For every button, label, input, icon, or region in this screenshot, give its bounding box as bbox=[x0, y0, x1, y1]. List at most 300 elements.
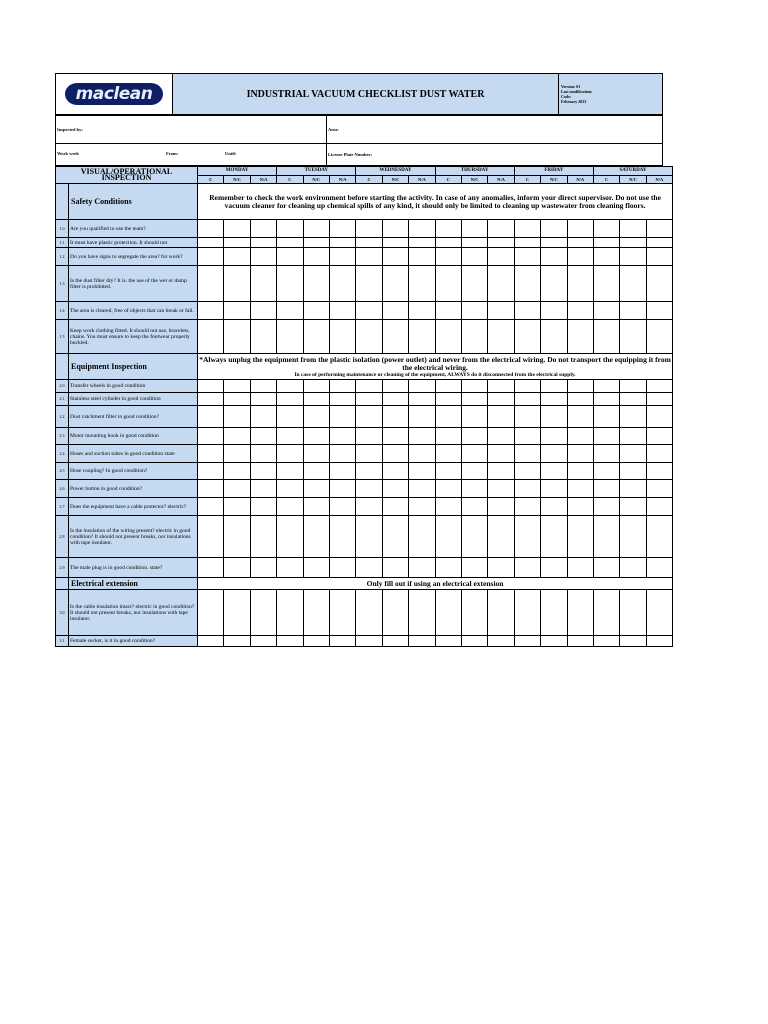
check-cell[interactable] bbox=[435, 480, 461, 498]
check-cell[interactable] bbox=[593, 445, 619, 463]
check-cell[interactable] bbox=[250, 248, 276, 266]
check-cell[interactable] bbox=[382, 463, 408, 480]
license-plate-field[interactable]: License Plate Number: bbox=[327, 144, 663, 166]
check-cell[interactable] bbox=[277, 380, 303, 393]
check-cell[interactable] bbox=[224, 406, 250, 428]
check-cell[interactable] bbox=[224, 393, 250, 406]
check-cell[interactable] bbox=[329, 266, 355, 302]
check-cell[interactable] bbox=[541, 302, 567, 320]
check-cell[interactable] bbox=[277, 480, 303, 498]
check-cell[interactable] bbox=[250, 463, 276, 480]
check-cell[interactable] bbox=[303, 393, 329, 406]
inspected-by-field[interactable]: Inspected by: bbox=[56, 116, 327, 144]
check-cell[interactable] bbox=[488, 220, 514, 238]
check-cell[interactable] bbox=[620, 406, 646, 428]
check-cell[interactable] bbox=[567, 463, 593, 480]
check-cell[interactable] bbox=[620, 445, 646, 463]
check-cell[interactable] bbox=[646, 406, 672, 428]
check-cell[interactable] bbox=[541, 428, 567, 445]
check-cell[interactable] bbox=[329, 516, 355, 558]
check-cell[interactable] bbox=[224, 445, 250, 463]
check-cell[interactable] bbox=[250, 445, 276, 463]
check-cell[interactable] bbox=[382, 445, 408, 463]
check-cell[interactable] bbox=[488, 636, 514, 647]
check-cell[interactable] bbox=[224, 636, 250, 647]
check-cell[interactable] bbox=[303, 558, 329, 578]
check-cell[interactable] bbox=[356, 636, 382, 647]
check-cell[interactable] bbox=[329, 220, 355, 238]
check-cell[interactable] bbox=[488, 516, 514, 558]
check-cell[interactable] bbox=[303, 320, 329, 354]
check-cell[interactable] bbox=[567, 302, 593, 320]
check-cell[interactable] bbox=[198, 428, 224, 445]
check-cell[interactable] bbox=[620, 636, 646, 647]
check-cell[interactable] bbox=[620, 302, 646, 320]
check-cell[interactable] bbox=[250, 238, 276, 248]
check-cell[interactable] bbox=[224, 428, 250, 445]
check-cell[interactable] bbox=[435, 406, 461, 428]
check-cell[interactable] bbox=[303, 220, 329, 238]
check-cell[interactable] bbox=[461, 266, 487, 302]
check-cell[interactable] bbox=[382, 393, 408, 406]
check-cell[interactable] bbox=[488, 393, 514, 406]
check-cell[interactable] bbox=[593, 558, 619, 578]
check-cell[interactable] bbox=[620, 238, 646, 248]
check-cell[interactable] bbox=[198, 248, 224, 266]
check-cell[interactable] bbox=[224, 480, 250, 498]
check-cell[interactable] bbox=[198, 445, 224, 463]
check-cell[interactable] bbox=[329, 406, 355, 428]
check-cell[interactable] bbox=[435, 238, 461, 248]
check-cell[interactable] bbox=[224, 220, 250, 238]
check-cell[interactable] bbox=[488, 320, 514, 354]
check-cell[interactable] bbox=[593, 320, 619, 354]
check-cell[interactable] bbox=[250, 590, 276, 636]
check-cell[interactable] bbox=[250, 302, 276, 320]
check-cell[interactable] bbox=[198, 302, 224, 320]
check-cell[interactable] bbox=[382, 380, 408, 393]
check-cell[interactable] bbox=[409, 320, 435, 354]
check-cell[interactable] bbox=[382, 302, 408, 320]
check-cell[interactable] bbox=[514, 320, 540, 354]
check-cell[interactable] bbox=[461, 302, 487, 320]
check-cell[interactable] bbox=[541, 516, 567, 558]
check-cell[interactable] bbox=[567, 516, 593, 558]
check-cell[interactable] bbox=[435, 248, 461, 266]
check-cell[interactable] bbox=[593, 266, 619, 302]
check-cell[interactable] bbox=[646, 463, 672, 480]
check-cell[interactable] bbox=[435, 516, 461, 558]
check-cell[interactable] bbox=[250, 516, 276, 558]
check-cell[interactable] bbox=[541, 320, 567, 354]
check-cell[interactable] bbox=[277, 590, 303, 636]
check-cell[interactable] bbox=[277, 320, 303, 354]
check-cell[interactable] bbox=[435, 320, 461, 354]
check-cell[interactable] bbox=[567, 220, 593, 238]
check-cell[interactable] bbox=[488, 463, 514, 480]
check-cell[interactable] bbox=[461, 445, 487, 463]
check-cell[interactable] bbox=[409, 480, 435, 498]
check-cell[interactable] bbox=[198, 220, 224, 238]
check-cell[interactable] bbox=[514, 406, 540, 428]
check-cell[interactable] bbox=[646, 248, 672, 266]
check-cell[interactable] bbox=[461, 463, 487, 480]
check-cell[interactable] bbox=[224, 238, 250, 248]
check-cell[interactable] bbox=[541, 220, 567, 238]
check-cell[interactable] bbox=[646, 393, 672, 406]
check-cell[interactable] bbox=[409, 238, 435, 248]
check-cell[interactable] bbox=[646, 480, 672, 498]
check-cell[interactable] bbox=[329, 320, 355, 354]
check-cell[interactable] bbox=[514, 248, 540, 266]
check-cell[interactable] bbox=[646, 636, 672, 647]
check-cell[interactable] bbox=[198, 320, 224, 354]
check-cell[interactable] bbox=[303, 406, 329, 428]
check-cell[interactable] bbox=[409, 498, 435, 516]
check-cell[interactable] bbox=[435, 463, 461, 480]
check-cell[interactable] bbox=[435, 636, 461, 647]
check-cell[interactable] bbox=[356, 302, 382, 320]
check-cell[interactable] bbox=[277, 558, 303, 578]
check-cell[interactable] bbox=[435, 498, 461, 516]
check-cell[interactable] bbox=[277, 266, 303, 302]
check-cell[interactable] bbox=[514, 498, 540, 516]
check-cell[interactable] bbox=[409, 516, 435, 558]
check-cell[interactable] bbox=[409, 248, 435, 266]
check-cell[interactable] bbox=[409, 558, 435, 578]
check-cell[interactable] bbox=[514, 302, 540, 320]
check-cell[interactable] bbox=[224, 590, 250, 636]
check-cell[interactable] bbox=[567, 428, 593, 445]
check-cell[interactable] bbox=[593, 406, 619, 428]
work-week-field[interactable]: Work week bbox=[57, 151, 79, 156]
check-cell[interactable] bbox=[329, 480, 355, 498]
check-cell[interactable] bbox=[303, 445, 329, 463]
check-cell[interactable] bbox=[435, 590, 461, 636]
check-cell[interactable] bbox=[409, 428, 435, 445]
check-cell[interactable] bbox=[198, 558, 224, 578]
check-cell[interactable] bbox=[620, 248, 646, 266]
check-cell[interactable] bbox=[593, 428, 619, 445]
check-cell[interactable] bbox=[277, 302, 303, 320]
check-cell[interactable] bbox=[409, 266, 435, 302]
check-cell[interactable] bbox=[329, 428, 355, 445]
check-cell[interactable] bbox=[646, 498, 672, 516]
check-cell[interactable] bbox=[198, 636, 224, 647]
check-cell[interactable] bbox=[356, 516, 382, 558]
check-cell[interactable] bbox=[593, 590, 619, 636]
check-cell[interactable] bbox=[250, 380, 276, 393]
check-cell[interactable] bbox=[461, 393, 487, 406]
check-cell[interactable] bbox=[593, 636, 619, 647]
check-cell[interactable] bbox=[646, 445, 672, 463]
check-cell[interactable] bbox=[593, 516, 619, 558]
check-cell[interactable] bbox=[277, 463, 303, 480]
check-cell[interactable] bbox=[382, 558, 408, 578]
check-cell[interactable] bbox=[567, 590, 593, 636]
check-cell[interactable] bbox=[514, 380, 540, 393]
check-cell[interactable] bbox=[198, 590, 224, 636]
check-cell[interactable] bbox=[224, 302, 250, 320]
check-cell[interactable] bbox=[250, 480, 276, 498]
check-cell[interactable] bbox=[567, 238, 593, 248]
check-cell[interactable] bbox=[224, 558, 250, 578]
check-cell[interactable] bbox=[488, 380, 514, 393]
check-cell[interactable] bbox=[382, 480, 408, 498]
check-cell[interactable] bbox=[435, 302, 461, 320]
check-cell[interactable] bbox=[250, 406, 276, 428]
check-cell[interactable] bbox=[461, 238, 487, 248]
check-cell[interactable] bbox=[277, 393, 303, 406]
check-cell[interactable] bbox=[356, 445, 382, 463]
check-cell[interactable] bbox=[620, 463, 646, 480]
check-cell[interactable] bbox=[329, 393, 355, 406]
check-cell[interactable] bbox=[382, 248, 408, 266]
check-cell[interactable] bbox=[514, 393, 540, 406]
check-cell[interactable] bbox=[567, 498, 593, 516]
check-cell[interactable] bbox=[461, 590, 487, 636]
check-cell[interactable] bbox=[541, 558, 567, 578]
check-cell[interactable] bbox=[382, 498, 408, 516]
check-cell[interactable] bbox=[329, 238, 355, 248]
check-cell[interactable] bbox=[461, 516, 487, 558]
check-cell[interactable] bbox=[303, 238, 329, 248]
check-cell[interactable] bbox=[461, 320, 487, 354]
check-cell[interactable] bbox=[620, 590, 646, 636]
until-field[interactable]: Until: bbox=[225, 151, 237, 156]
check-cell[interactable] bbox=[646, 380, 672, 393]
check-cell[interactable] bbox=[461, 248, 487, 266]
check-cell[interactable] bbox=[461, 380, 487, 393]
check-cell[interactable] bbox=[250, 558, 276, 578]
check-cell[interactable] bbox=[461, 406, 487, 428]
check-cell[interactable] bbox=[356, 480, 382, 498]
from-field[interactable]: From: bbox=[166, 151, 179, 156]
check-cell[interactable] bbox=[382, 516, 408, 558]
check-cell[interactable] bbox=[303, 463, 329, 480]
check-cell[interactable] bbox=[356, 558, 382, 578]
check-cell[interactable] bbox=[541, 406, 567, 428]
check-cell[interactable] bbox=[198, 406, 224, 428]
check-cell[interactable] bbox=[277, 248, 303, 266]
area-field[interactable]: Area: bbox=[327, 116, 663, 144]
check-cell[interactable] bbox=[567, 248, 593, 266]
check-cell[interactable] bbox=[461, 428, 487, 445]
check-cell[interactable] bbox=[646, 220, 672, 238]
check-cell[interactable] bbox=[435, 428, 461, 445]
check-cell[interactable] bbox=[303, 380, 329, 393]
check-cell[interactable] bbox=[382, 590, 408, 636]
check-cell[interactable] bbox=[224, 380, 250, 393]
check-cell[interactable] bbox=[409, 636, 435, 647]
check-cell[interactable] bbox=[250, 636, 276, 647]
check-cell[interactable] bbox=[514, 480, 540, 498]
check-cell[interactable] bbox=[409, 302, 435, 320]
check-cell[interactable] bbox=[620, 220, 646, 238]
check-cell[interactable] bbox=[541, 463, 567, 480]
check-cell[interactable] bbox=[567, 380, 593, 393]
check-cell[interactable] bbox=[277, 636, 303, 647]
check-cell[interactable] bbox=[461, 558, 487, 578]
check-cell[interactable] bbox=[224, 516, 250, 558]
check-cell[interactable] bbox=[250, 266, 276, 302]
check-cell[interactable] bbox=[329, 445, 355, 463]
check-cell[interactable] bbox=[593, 220, 619, 238]
check-cell[interactable] bbox=[435, 445, 461, 463]
check-cell[interactable] bbox=[250, 220, 276, 238]
check-cell[interactable] bbox=[356, 498, 382, 516]
check-cell[interactable] bbox=[567, 636, 593, 647]
check-cell[interactable] bbox=[329, 248, 355, 266]
check-cell[interactable] bbox=[541, 498, 567, 516]
check-cell[interactable] bbox=[567, 266, 593, 302]
check-cell[interactable] bbox=[488, 445, 514, 463]
check-cell[interactable] bbox=[277, 516, 303, 558]
check-cell[interactable] bbox=[356, 406, 382, 428]
check-cell[interactable] bbox=[514, 220, 540, 238]
check-cell[interactable] bbox=[356, 266, 382, 302]
check-cell[interactable] bbox=[303, 248, 329, 266]
check-cell[interactable] bbox=[277, 238, 303, 248]
check-cell[interactable] bbox=[620, 516, 646, 558]
check-cell[interactable] bbox=[514, 445, 540, 463]
check-cell[interactable] bbox=[514, 463, 540, 480]
check-cell[interactable] bbox=[224, 498, 250, 516]
check-cell[interactable] bbox=[514, 636, 540, 647]
check-cell[interactable] bbox=[435, 266, 461, 302]
check-cell[interactable] bbox=[646, 302, 672, 320]
check-cell[interactable] bbox=[303, 498, 329, 516]
check-cell[interactable] bbox=[567, 406, 593, 428]
check-cell[interactable] bbox=[409, 463, 435, 480]
check-cell[interactable] bbox=[382, 320, 408, 354]
check-cell[interactable] bbox=[198, 393, 224, 406]
check-cell[interactable] bbox=[488, 406, 514, 428]
check-cell[interactable] bbox=[646, 320, 672, 354]
check-cell[interactable] bbox=[356, 428, 382, 445]
check-cell[interactable] bbox=[303, 480, 329, 498]
check-cell[interactable] bbox=[541, 393, 567, 406]
check-cell[interactable] bbox=[593, 498, 619, 516]
check-cell[interactable] bbox=[593, 302, 619, 320]
check-cell[interactable] bbox=[198, 463, 224, 480]
check-cell[interactable] bbox=[620, 498, 646, 516]
check-cell[interactable] bbox=[488, 266, 514, 302]
check-cell[interactable] bbox=[541, 238, 567, 248]
check-cell[interactable] bbox=[567, 320, 593, 354]
check-cell[interactable] bbox=[567, 393, 593, 406]
check-cell[interactable] bbox=[382, 220, 408, 238]
check-cell[interactable] bbox=[356, 590, 382, 636]
check-cell[interactable] bbox=[329, 498, 355, 516]
check-cell[interactable] bbox=[541, 445, 567, 463]
check-cell[interactable] bbox=[646, 590, 672, 636]
check-cell[interactable] bbox=[488, 428, 514, 445]
check-cell[interactable] bbox=[435, 558, 461, 578]
check-cell[interactable] bbox=[356, 238, 382, 248]
check-cell[interactable] bbox=[567, 445, 593, 463]
check-cell[interactable] bbox=[646, 516, 672, 558]
check-cell[interactable] bbox=[250, 498, 276, 516]
check-cell[interactable] bbox=[593, 238, 619, 248]
check-cell[interactable] bbox=[435, 220, 461, 238]
check-cell[interactable] bbox=[224, 266, 250, 302]
check-cell[interactable] bbox=[488, 590, 514, 636]
check-cell[interactable] bbox=[303, 516, 329, 558]
check-cell[interactable] bbox=[329, 302, 355, 320]
check-cell[interactable] bbox=[620, 393, 646, 406]
check-cell[interactable] bbox=[409, 380, 435, 393]
check-cell[interactable] bbox=[593, 463, 619, 480]
check-cell[interactable] bbox=[224, 463, 250, 480]
check-cell[interactable] bbox=[277, 220, 303, 238]
check-cell[interactable] bbox=[620, 266, 646, 302]
check-cell[interactable] bbox=[198, 238, 224, 248]
check-cell[interactable] bbox=[198, 266, 224, 302]
check-cell[interactable] bbox=[646, 428, 672, 445]
check-cell[interactable] bbox=[488, 302, 514, 320]
check-cell[interactable] bbox=[620, 480, 646, 498]
check-cell[interactable] bbox=[303, 302, 329, 320]
check-cell[interactable] bbox=[303, 590, 329, 636]
check-cell[interactable] bbox=[514, 516, 540, 558]
check-cell[interactable] bbox=[356, 380, 382, 393]
check-cell[interactable] bbox=[329, 380, 355, 393]
check-cell[interactable] bbox=[224, 248, 250, 266]
check-cell[interactable] bbox=[303, 266, 329, 302]
check-cell[interactable] bbox=[382, 406, 408, 428]
check-cell[interactable] bbox=[461, 220, 487, 238]
check-cell[interactable] bbox=[593, 480, 619, 498]
check-cell[interactable] bbox=[382, 428, 408, 445]
check-cell[interactable] bbox=[541, 380, 567, 393]
check-cell[interactable] bbox=[593, 380, 619, 393]
check-cell[interactable] bbox=[620, 428, 646, 445]
check-cell[interactable] bbox=[620, 380, 646, 393]
check-cell[interactable] bbox=[541, 636, 567, 647]
check-cell[interactable] bbox=[224, 320, 250, 354]
check-cell[interactable] bbox=[461, 480, 487, 498]
check-cell[interactable] bbox=[461, 498, 487, 516]
check-cell[interactable] bbox=[356, 248, 382, 266]
check-cell[interactable] bbox=[541, 480, 567, 498]
check-cell[interactable] bbox=[514, 558, 540, 578]
check-cell[interactable] bbox=[329, 636, 355, 647]
check-cell[interactable] bbox=[541, 590, 567, 636]
check-cell[interactable] bbox=[488, 238, 514, 248]
check-cell[interactable] bbox=[277, 445, 303, 463]
check-cell[interactable] bbox=[356, 393, 382, 406]
check-cell[interactable] bbox=[198, 380, 224, 393]
check-cell[interactable] bbox=[303, 636, 329, 647]
check-cell[interactable] bbox=[250, 428, 276, 445]
check-cell[interactable] bbox=[514, 238, 540, 248]
check-cell[interactable] bbox=[409, 220, 435, 238]
check-cell[interactable] bbox=[277, 428, 303, 445]
check-cell[interactable] bbox=[646, 238, 672, 248]
check-cell[interactable] bbox=[593, 393, 619, 406]
check-cell[interactable] bbox=[409, 393, 435, 406]
check-cell[interactable] bbox=[514, 266, 540, 302]
check-cell[interactable] bbox=[567, 480, 593, 498]
check-cell[interactable] bbox=[541, 248, 567, 266]
check-cell[interactable] bbox=[329, 590, 355, 636]
check-cell[interactable] bbox=[514, 428, 540, 445]
check-cell[interactable] bbox=[488, 498, 514, 516]
check-cell[interactable] bbox=[329, 463, 355, 480]
check-cell[interactable] bbox=[356, 220, 382, 238]
check-cell[interactable] bbox=[567, 558, 593, 578]
